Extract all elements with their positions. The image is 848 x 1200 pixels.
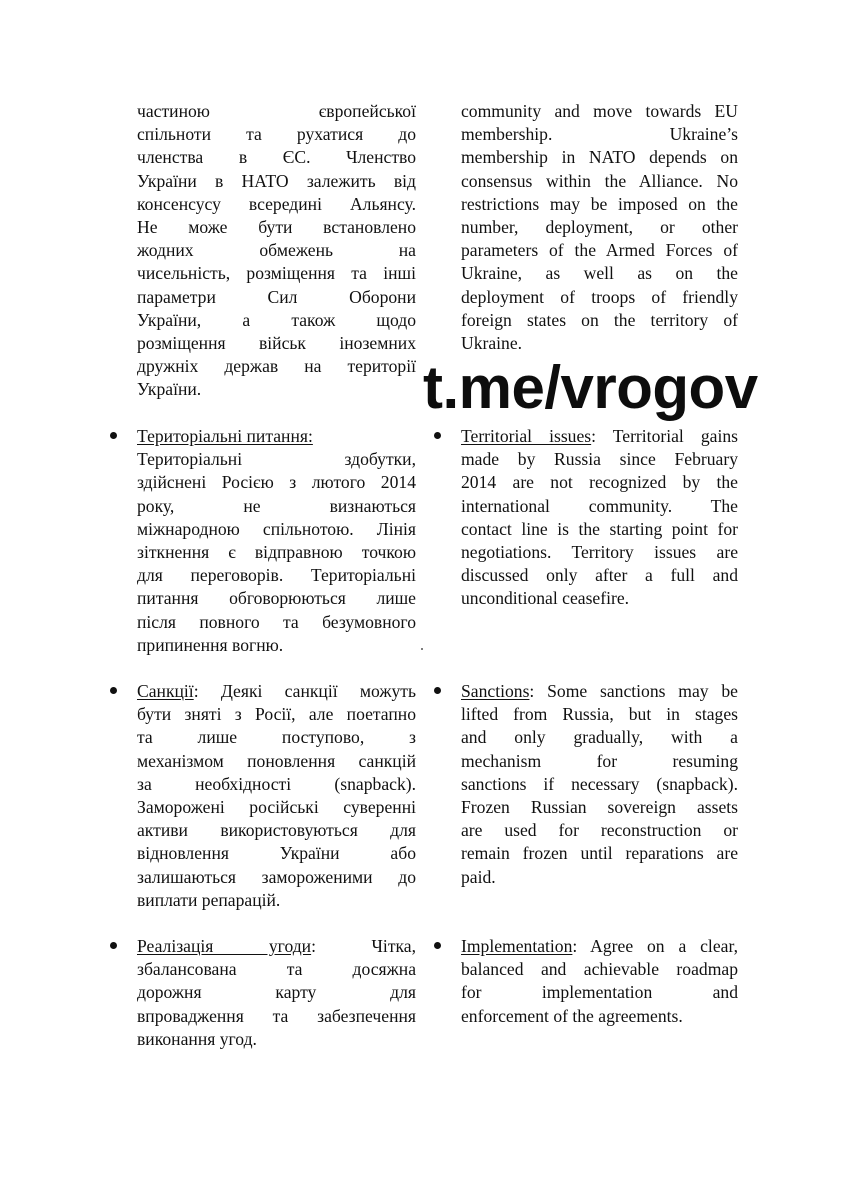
uk-sanctions-first-line: Санкції: Деякі санкції можуть: [137, 681, 416, 701]
text-line: параметри Сил Оборони: [137, 286, 416, 307]
text-line: lifted from Russia, but in stages: [461, 704, 738, 725]
text-line: дружніх держав на території: [137, 356, 416, 377]
en-sanctions-first-line: Sanctions: Some sanctions may be: [461, 681, 738, 701]
bullet-icon: [110, 687, 117, 694]
text-line: membership. Ukraine’s: [461, 124, 738, 145]
uk-territorial-heading: Територіальні питання:: [137, 426, 313, 446]
text-line: for implementation and: [461, 982, 738, 1003]
text-line: community and move towards EU: [461, 101, 738, 121]
text-line: впровадження та забезпечення: [137, 1005, 416, 1026]
text-line: negotiations. Territory issues are: [461, 541, 738, 562]
text-line: consensus within the Alliance. No: [461, 170, 738, 191]
stray-dot: [421, 648, 423, 650]
text-line: discussed only after a full and: [461, 565, 738, 586]
text-line: України, а також щодо: [137, 309, 416, 330]
text-line: питання обговорюються лише: [137, 588, 416, 609]
watermark-text: t.me/vrogov: [423, 354, 758, 421]
bullet-icon: [110, 942, 117, 949]
text-line: частиною європейської: [137, 101, 416, 121]
text-line: та лише поступово, з: [137, 727, 416, 748]
text-line: активи використовуються для: [137, 820, 416, 841]
text-line: припинення вогню.: [137, 634, 284, 655]
text-line: are used for reconstruction or: [461, 820, 738, 841]
text-line: paid.: [461, 866, 496, 887]
text-line: зіткнення є відправною точкою: [137, 541, 416, 562]
text-line: відновлення України або: [137, 843, 416, 864]
text-line: міжнародною спільнотою. Лінія: [137, 518, 416, 539]
en-sanctions-item: [461, 680, 738, 889]
text-line: contact line is the starting point for: [461, 518, 738, 539]
text-line: виконання угод.: [137, 1028, 257, 1049]
text-line: спільноти та рухатися до: [137, 124, 416, 145]
en-continuation-paragraph: [461, 100, 738, 355]
text-line: Frozen Russian sovereign assets: [461, 796, 738, 817]
text-line: foreign states on the territory of: [461, 309, 738, 330]
text-line: membership in NATO depends on: [461, 147, 738, 168]
text-line: remain frozen until reparations are: [461, 843, 738, 864]
bullet-icon: [434, 687, 441, 694]
text-line: Територіальні здобутки,: [137, 449, 416, 470]
text-line: залишаються замороженими до: [137, 866, 416, 887]
text-line: для переговорів. Територіальні: [137, 565, 416, 586]
text-line: restrictions may be imposed on the: [461, 193, 738, 214]
text-line: дорожня карту для: [137, 982, 416, 1003]
text-line: виплати репарацій.: [137, 889, 281, 910]
text-line: Не може бути встановлено: [137, 216, 416, 237]
bullet-icon: [434, 942, 441, 949]
text-line: parameters of the Armed Forces of: [461, 240, 738, 261]
uk-implementation-item: [137, 935, 416, 1051]
text-line: sanctions if necessary (snapback).: [461, 773, 738, 794]
text-line: жодних обмежень на: [137, 240, 416, 261]
uk-territorial-item: [137, 425, 416, 657]
bullet-icon: [110, 432, 117, 439]
bullet-icon: [434, 432, 441, 439]
text-line: Ukraine.: [461, 332, 523, 353]
text-line: розміщення військ іноземних: [137, 332, 416, 353]
text-line: механізмом поновлення санкцій: [137, 750, 416, 771]
text-line: консенсусу всередині Альянсу.: [137, 193, 416, 214]
text-line: number, deployment, or other: [461, 216, 738, 237]
text-line: року, не визнаються: [137, 495, 416, 516]
text-line: здійснені Росією з лютого 2014: [137, 472, 416, 493]
en-implementation-first-line: Implementation: Agree on a clear,: [461, 936, 738, 956]
text-line: made by Russia since February: [461, 449, 738, 470]
en-territorial-item: [461, 425, 738, 611]
text-line: членства в ЄС. Членство: [137, 147, 416, 168]
text-line: unconditional ceasefire.: [461, 588, 630, 609]
text-line: international community. The: [461, 495, 738, 516]
uk-sanctions-item: [137, 680, 416, 912]
text-line: Ukraine, as well as on the: [461, 263, 738, 284]
text-line: України.: [137, 379, 202, 400]
text-line: deployment of troops of friendly: [461, 286, 738, 307]
en-territorial-first-line: Territorial issues: Territorial gains: [461, 426, 738, 446]
text-line: balanced and achievable roadmap: [461, 959, 738, 980]
text-line: Заморожені російські суверенні: [137, 796, 416, 817]
text-line: and only gradually, with a: [461, 727, 738, 748]
text-line: України в НАТО залежить від: [137, 170, 416, 191]
uk-continuation-paragraph: [137, 100, 416, 401]
text-line: збалансована та досяжна: [137, 959, 416, 980]
text-line: чисельність, розміщення та інші: [137, 263, 416, 284]
text-line: enforcement of the agreements.: [461, 1005, 683, 1026]
text-line: після повного та безумовного: [137, 611, 416, 632]
text-line: бути зняті з Росії, але поетапно: [137, 704, 416, 725]
uk-implementation-first-line: Реалізація угоди: Чітка,: [137, 936, 416, 956]
text-line: mechanism for resuming: [461, 750, 738, 771]
en-implementation-item: [461, 935, 738, 1028]
text-line: за необхідності (snapback).: [137, 773, 416, 794]
text-line: 2014 are not recognized by the: [461, 472, 738, 493]
